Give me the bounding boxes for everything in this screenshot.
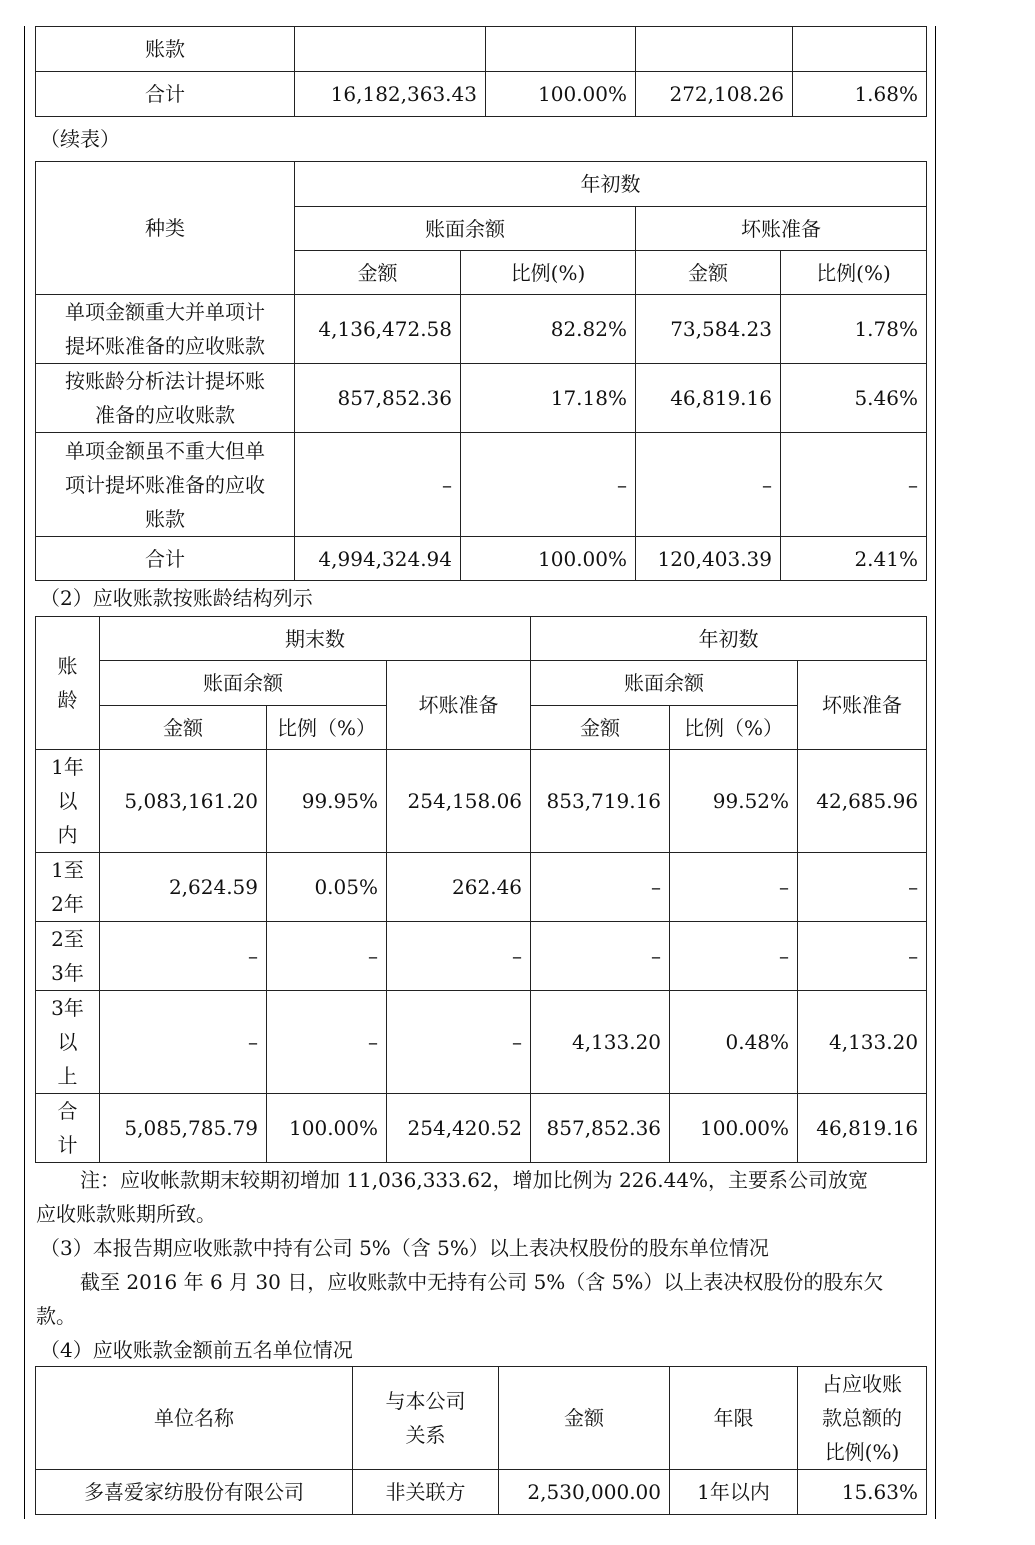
header-unit-name: 单位名称 — [36, 1367, 353, 1470]
cell: 多喜爱家纺股份有限公司 — [36, 1470, 353, 1515]
header-amount: 金额 — [100, 706, 267, 750]
table-row — [36, 364, 927, 433]
header-amount: 金额 — [531, 706, 670, 750]
cell: – — [670, 922, 798, 991]
table-row — [36, 922, 927, 991]
section-3-line-2: 款。 — [36, 1304, 76, 1328]
row-label — [36, 433, 295, 537]
table-row — [36, 27, 927, 72]
cell: – — [781, 433, 927, 537]
table-top-five — [35, 1366, 927, 1515]
table-header-row — [36, 661, 927, 706]
cell: 2.41% — [781, 537, 927, 581]
header-ratio: 比例(%) — [461, 251, 636, 295]
cell: 0.05% — [267, 853, 387, 922]
table-row — [36, 991, 927, 1094]
row-label — [36, 364, 295, 433]
row-label-line: 项计提坏账准备的应收 — [65, 472, 265, 497]
row-label-line: 计 — [57, 1133, 78, 1157]
cell — [295, 27, 486, 72]
cell: 262.46 — [387, 853, 531, 922]
row-label: 账款 — [36, 27, 295, 72]
cell: 4,136,472.58 — [295, 295, 461, 364]
cell: – — [531, 853, 670, 922]
row-label-line: 1至 — [51, 858, 84, 882]
row-label — [36, 750, 100, 853]
row-label-line: 3年 — [51, 996, 84, 1020]
cell: 2,624.59 — [100, 853, 267, 922]
cell: 5,085,785.79 — [100, 1094, 267, 1163]
cell — [636, 27, 793, 72]
row-label-line: 上 — [57, 1064, 78, 1088]
cell — [486, 27, 636, 72]
cell: 100.00% — [267, 1094, 387, 1163]
header-ratio: 比例(%) — [781, 251, 927, 295]
cell: – — [531, 922, 670, 991]
table-row — [36, 537, 927, 581]
cell: – — [100, 922, 267, 991]
header-line: 关系 — [405, 1423, 446, 1447]
section-3-line-1: 截至 2016 年 6 月 30 日，应收账款中无持有公司 5%（含 5%）以上表决权股份的股东欠 — [80, 1270, 884, 1294]
header-bad-debt: 坏账准备 — [798, 661, 927, 750]
table-header-row — [36, 1367, 927, 1470]
row-label-line: 2至 — [51, 927, 84, 951]
section-3-title: （3）本报告期应收账款中持有公司 5%（含 5%）以上表决权股份的股东单位情况 — [40, 1236, 769, 1260]
cell: – — [387, 991, 531, 1094]
table-row — [36, 433, 927, 537]
header-line: 占应收账 — [822, 1372, 902, 1396]
table-receivables-begin — [35, 161, 927, 581]
row-label: 合计 — [36, 537, 295, 581]
header-line: 与本公司 — [385, 1389, 466, 1413]
cell: 99.95% — [267, 750, 387, 853]
cell: 1.68% — [793, 72, 927, 117]
cell: – — [267, 991, 387, 1094]
row-label-line: 1年 — [51, 755, 84, 779]
cell: – — [267, 922, 387, 991]
row-label — [36, 991, 100, 1094]
cell: 254,158.06 — [387, 750, 531, 853]
header-book-balance: 账面余额 — [295, 207, 636, 251]
note-line-1: 注：应收帐款期末较期初增加 11,036,333.62，增加比例为 226.44%，主要系公司放宽 — [80, 1168, 869, 1192]
row-label-line: 内 — [57, 823, 78, 847]
row-label — [36, 922, 100, 991]
header-bad-debt: 坏账准备 — [636, 207, 927, 251]
cell: 17.18% — [461, 364, 636, 433]
cell: – — [636, 433, 781, 537]
cell: 100.00% — [461, 537, 636, 581]
row-label-line: 账款 — [145, 506, 185, 531]
cell: 1年以内 — [670, 1470, 798, 1515]
table-header-row — [36, 617, 927, 661]
cell: 73,584.23 — [636, 295, 781, 364]
cell: 46,819.16 — [636, 364, 781, 433]
header-term: 年限 — [670, 1367, 798, 1470]
table-header-row — [36, 162, 927, 207]
header-age-line: 龄 — [57, 688, 78, 712]
table-row — [36, 853, 927, 922]
cell: 16,182,363.43 — [295, 72, 486, 117]
row-label-line: 提坏账准备的应收账款 — [65, 334, 265, 358]
row-label-line: 单项金额重大并单项计 — [65, 300, 265, 324]
cell: 4,994,324.94 — [295, 537, 461, 581]
row-label: 合计 — [36, 72, 295, 117]
header-amount: 金额 — [499, 1367, 670, 1470]
cell: – — [387, 922, 531, 991]
header-bad-debt: 坏账准备 — [387, 661, 531, 750]
table-row — [36, 295, 927, 364]
row-label-line: 以 — [57, 789, 78, 813]
header-amount: 金额 — [295, 251, 461, 295]
cell: 15.63% — [798, 1470, 927, 1515]
header-age — [36, 617, 100, 750]
cell: – — [670, 853, 798, 922]
cell: 853,719.16 — [531, 750, 670, 853]
note-line-2: 应收账款账期所致。 — [36, 1202, 216, 1226]
row-label-line: 合 — [57, 1099, 78, 1123]
cell: – — [461, 433, 636, 537]
cell: 0.48% — [670, 991, 798, 1094]
header-end-period: 期末数 — [100, 617, 531, 661]
cell: – — [798, 922, 927, 991]
header-book-balance: 账面余额 — [100, 661, 387, 706]
cell: 272,108.26 — [636, 72, 793, 117]
cell: 5,083,161.20 — [100, 750, 267, 853]
cell: – — [798, 853, 927, 922]
cell: 4,133.20 — [531, 991, 670, 1094]
cell: 100.00% — [670, 1094, 798, 1163]
cell: 非关联方 — [353, 1470, 499, 1515]
cell: 857,852.36 — [531, 1094, 670, 1163]
row-label — [36, 853, 100, 922]
cell: 42,685.96 — [798, 750, 927, 853]
row-label-line: 2年 — [51, 892, 84, 916]
continued-label: （续表） — [40, 127, 120, 151]
row-label-line: 准备的应收账款 — [95, 403, 235, 427]
header-book-balance: 账面余额 — [531, 661, 798, 706]
header-line: 比例(%) — [824, 1440, 900, 1464]
cell: 46,819.16 — [798, 1094, 927, 1163]
cell: 857,852.36 — [295, 364, 461, 433]
cell: 99.52% — [670, 750, 798, 853]
page-border-right — [935, 26, 936, 1519]
cell: 2,530,000.00 — [499, 1470, 670, 1515]
table-row — [36, 750, 927, 853]
page-border-left — [24, 26, 25, 1519]
header-ratio — [798, 1367, 927, 1470]
header-amount: 金额 — [636, 251, 781, 295]
cell: 1.78% — [781, 295, 927, 364]
row-label — [36, 1094, 100, 1163]
section-4-title: （4）应收账款金额前五名单位情况 — [40, 1338, 353, 1362]
cell — [793, 27, 927, 72]
header-age-line: 账 — [57, 654, 78, 678]
cell: 254,420.52 — [387, 1094, 531, 1163]
row-label-line: 按账龄分析法计提坏账 — [65, 369, 265, 393]
cell: 5.46% — [781, 364, 927, 433]
row-label — [36, 295, 295, 364]
table-receivables-end — [35, 26, 927, 117]
table-row — [36, 1470, 927, 1515]
header-kind: 种类 — [36, 162, 295, 295]
table-row — [36, 1094, 927, 1163]
row-label-line: 以 — [57, 1030, 78, 1054]
header-period: 年初数 — [295, 162, 927, 207]
table-aging — [35, 616, 927, 1163]
header-relation — [353, 1367, 499, 1470]
section-2-title: （2）应收账款按账龄结构列示 — [40, 586, 313, 610]
cell: – — [100, 991, 267, 1094]
row-label-line: 单项金额虽不重大但单 — [65, 438, 265, 463]
header-ratio: 比例（%） — [267, 706, 387, 750]
cell: 100.00% — [486, 72, 636, 117]
header-line: 款总额的 — [822, 1406, 902, 1430]
header-begin-period: 年初数 — [531, 617, 927, 661]
row-label-line: 3年 — [51, 961, 84, 985]
header-ratio: 比例（%） — [670, 706, 798, 750]
cell: 120,403.39 — [636, 537, 781, 581]
cell: 4,133.20 — [798, 991, 927, 1094]
cell: 82.82% — [461, 295, 636, 364]
cell: – — [295, 433, 461, 537]
table-row — [36, 72, 927, 117]
